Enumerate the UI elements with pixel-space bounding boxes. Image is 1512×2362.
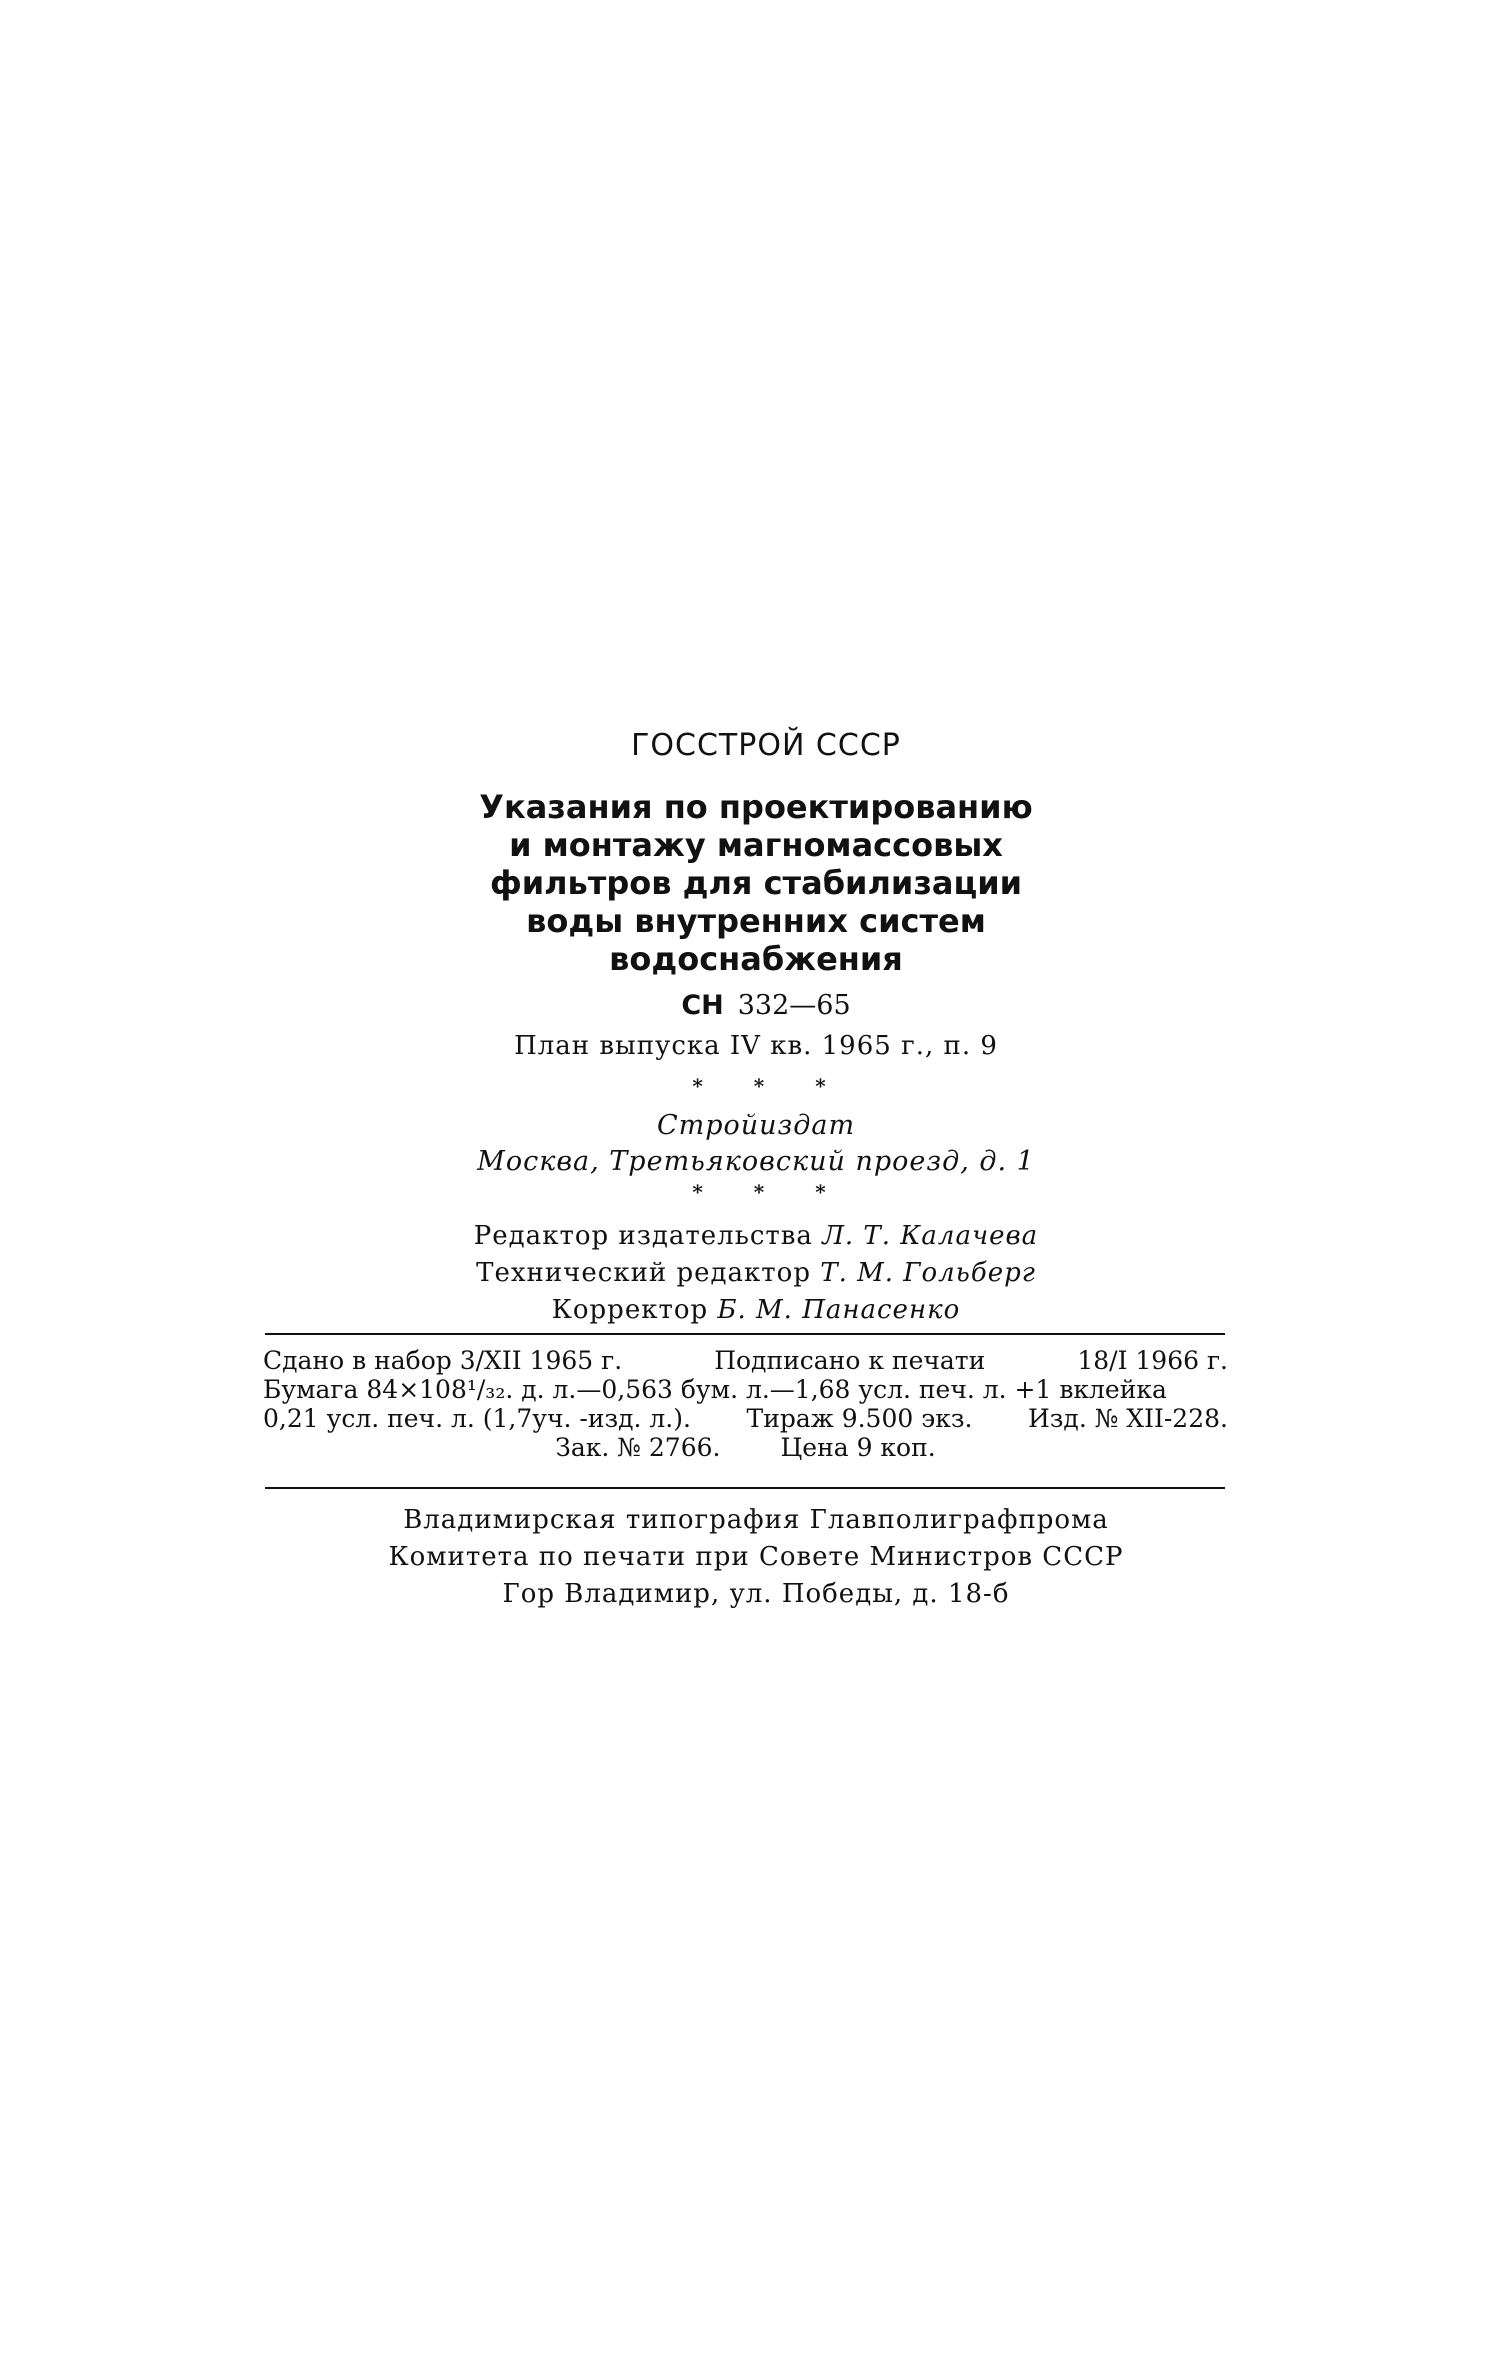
- document-title: [0, 788, 1512, 978]
- imprint-row: [263, 1375, 1228, 1404]
- divider-bottom: [265, 1487, 1225, 1489]
- divider-top: [265, 1333, 1225, 1335]
- title-line: водоснабжения: [609, 940, 903, 978]
- credit-line: [0, 1218, 1512, 1255]
- printer-line: Гор Владимир, ул. Победы, д. 18-б: [502, 1579, 1010, 1609]
- credit-person: Б. М. Панасенко: [717, 1295, 961, 1325]
- publisher-block: [0, 1108, 1512, 1180]
- imprint-block: [263, 1346, 1228, 1462]
- credit-line: [0, 1292, 1512, 1329]
- imprint-typeset-date: Сдано в набор 3/XII 1965 г.: [263, 1346, 623, 1375]
- title-line: и монтажу магномассовых: [509, 826, 1003, 864]
- imprint-row: [263, 1433, 1228, 1462]
- credits-block: [0, 1218, 1512, 1329]
- standard-code: [10, 990, 1512, 1021]
- imprint-signed-date: 18/I 1966 г.: [1077, 1346, 1228, 1375]
- imprint-order-number: Зак. № 2766.: [555, 1433, 721, 1462]
- credit-role: Корректор: [551, 1295, 709, 1325]
- separator-stars: * * *: [692, 1180, 848, 1204]
- organization-heading: ГОССТРОЙ СССР: [631, 728, 901, 763]
- imprint-sheets: 0,21 усл. печ. л. (1,7уч. -изд. л.).: [263, 1404, 691, 1433]
- printer-line: Владимирская типография Главполиграфпрома: [403, 1505, 1109, 1535]
- imprint-signed-label: Подписано к печати: [714, 1346, 986, 1375]
- title-line: Указания по проектированию: [479, 788, 1033, 826]
- credit-person: Т. М. Гольберг: [820, 1258, 1036, 1288]
- credit-role: Редактор издательства: [473, 1221, 813, 1251]
- publisher-address: Москва, Третьяковский проезд, д. 1: [477, 1146, 1035, 1177]
- title-line: фильтров для стабилизации: [489, 864, 1023, 902]
- code-number: 332—65: [737, 990, 851, 1021]
- printer-line: Комитета по печати при Совете Министров СССР: [388, 1542, 1124, 1572]
- imprint-row: [263, 1404, 1228, 1433]
- release-plan: План выпуска IV кв. 1965 г., п. 9: [514, 1031, 998, 1061]
- publisher-name: Стройиздат: [656, 1110, 856, 1141]
- title-line: воды внутренних систем: [526, 902, 986, 940]
- imprint-row: [263, 1346, 1228, 1375]
- imprint-price: Цена 9 коп.: [780, 1433, 936, 1462]
- imprint-edition-number: Изд. № XII-228.: [1027, 1404, 1228, 1433]
- credit-role: Технический редактор: [476, 1258, 811, 1288]
- printer-block: [0, 1502, 1512, 1613]
- code-label: СН: [681, 990, 724, 1021]
- credit-person: Л. Т. Калачева: [822, 1221, 1039, 1251]
- imprint-print-run: Тираж 9.500 экз.: [746, 1404, 973, 1433]
- imprint-paper-format: Бумага 84×108¹/₃₂. д. л.—0,563 бум. л.—1,68 усл. печ. л. +1 вклейка: [263, 1375, 1167, 1404]
- credit-line: [0, 1255, 1512, 1292]
- separator-stars: * * *: [692, 1074, 848, 1098]
